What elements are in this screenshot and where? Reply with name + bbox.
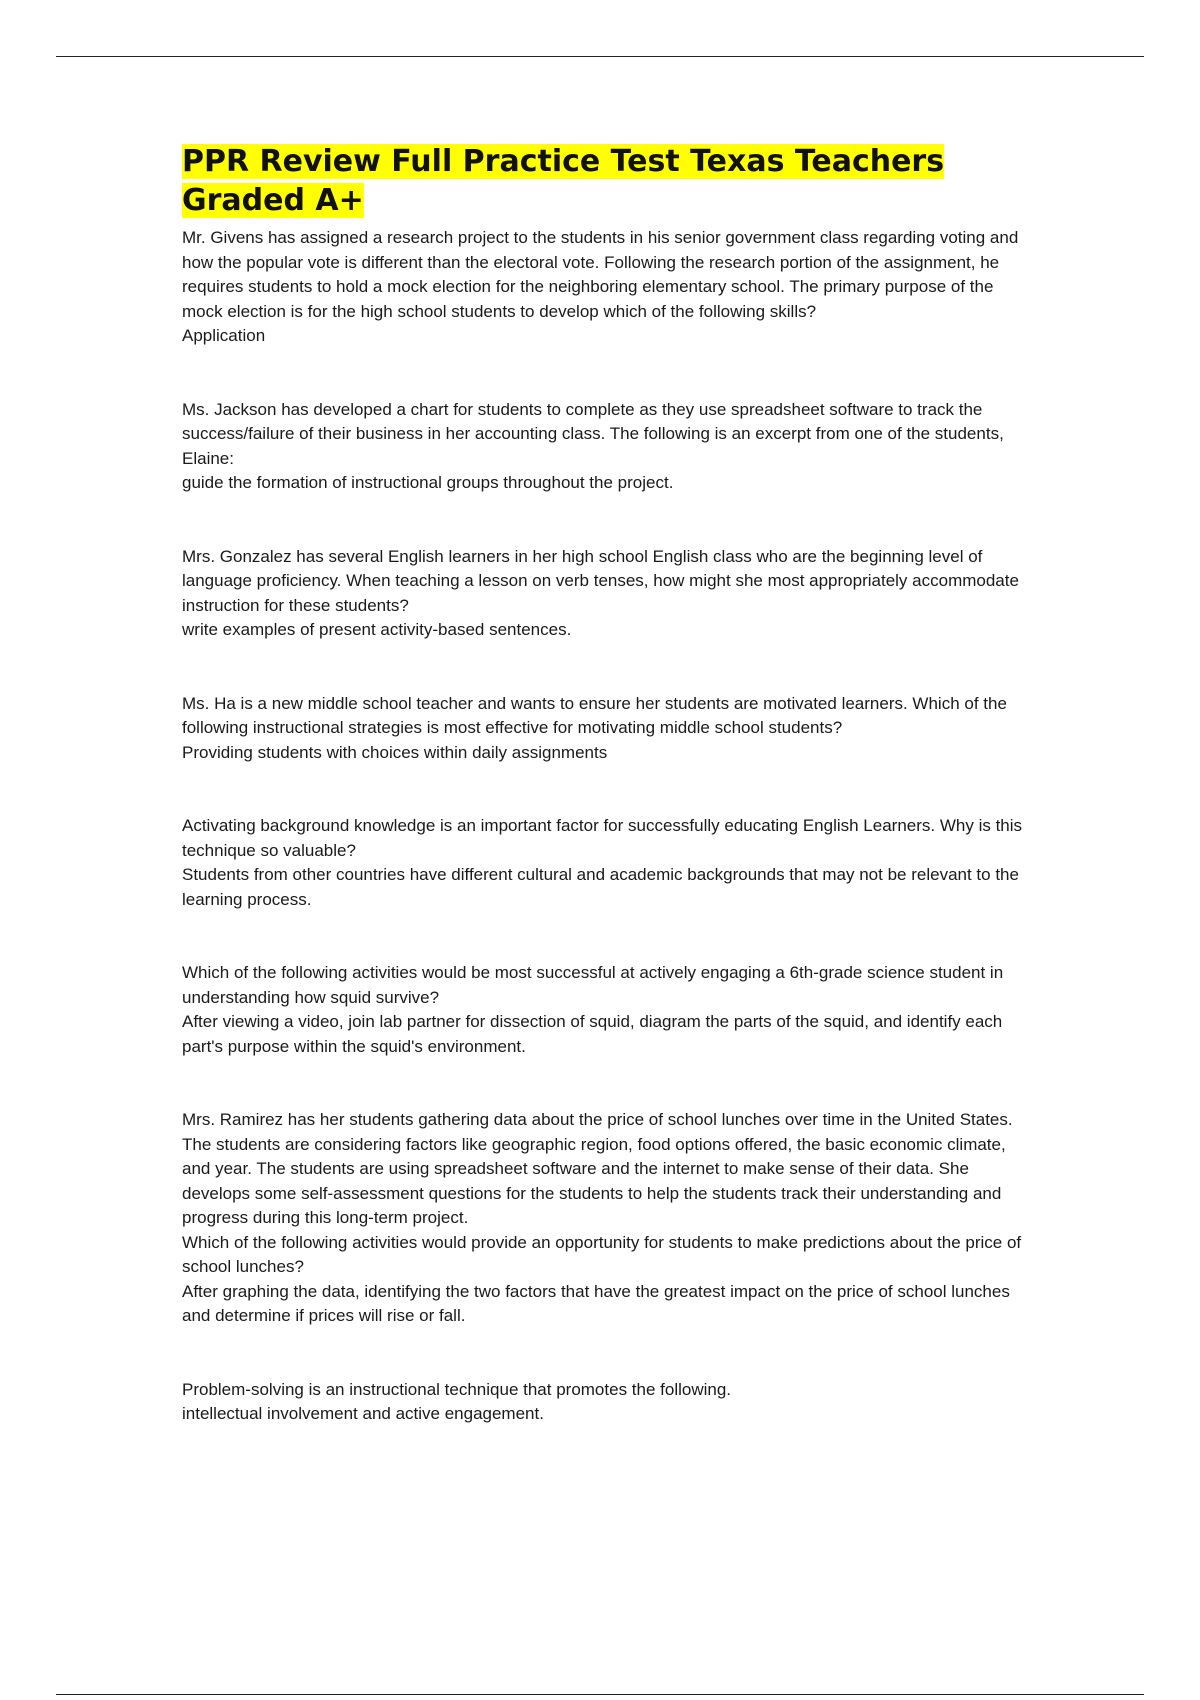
qa-item <box>182 1378 1032 1427</box>
qa-item <box>182 545 1032 643</box>
document-body <box>182 142 1032 1476</box>
answer-text: Application <box>182 326 266 345</box>
question-text: Which of the following activities would be most successful at actively engaging a 6th-grade science student in understanding how squid survive? <box>182 963 1004 1007</box>
question-text: Mrs. Ramirez has her students gathering data about the price of school lunches over time in the United States. The students are considering factors like geographic region, food options offered, the basic economic climate, and year. The students are using spreadsheet software and the internet to make sense of their data. She develops some self-assessment questions for the students to help the students track their understanding and progress during this long-term project. <box>182 1110 1013 1227</box>
question-followup-text: Which of the following activities would provide an opportunity for students to make predictions about the price of school lunches? <box>182 1232 1022 1276</box>
qa-item <box>182 692 1032 766</box>
answer-text: After graphing the data, identifying the two factors that have the greatest impact on the price of school lunches and determine if prices will rise or fall. <box>182 1281 1010 1325</box>
page-title <box>182 142 1032 220</box>
header-rule <box>56 56 1144 57</box>
answer-text: write examples of present activity-based sentences. <box>182 620 572 639</box>
question-text: Problem-solving is an instructional technique that promotes the following. <box>182 1379 732 1399</box>
qa-item <box>182 1108 1032 1329</box>
question-text: Activating background knowledge is an important factor for successfully educating English Learners. Why is this technique so valuable? <box>182 816 1023 860</box>
qa-item <box>182 814 1032 912</box>
question-text: Ms. Ha is a new middle school teacher and wants to ensure her students are motivated learners. Which of the following instructional strategies is most effective for motivating middle school students? <box>182 693 1007 737</box>
answer-text: guide the formation of instructional groups throughout the project. <box>182 473 674 492</box>
answer-text: Providing students with choices within daily assignments <box>182 742 608 762</box>
question-text: Mrs. Gonzalez has several English learners in her high school English class who are the beginning level of language proficiency. When teaching a lesson on verb tenses, how might she most appropriately accommodate instruction for these students? <box>182 546 1019 615</box>
footer-rule <box>56 1694 1144 1695</box>
answer-text: After viewing a video, join lab partner for dissection of squid, diagram the parts of the squid, and identify each part's purpose within the squid's environment. <box>182 1012 1003 1056</box>
title-highlight: PPR Review Full Practice Test Texas Teachers Graded A+ <box>182 144 945 218</box>
question-text: Ms. Jackson has developed a chart for students to complete as they use spreadsheet software to track the success/failure of their business in her accounting class. The following is an excerpt from one of the students, Elaine: <box>182 399 1004 468</box>
qa-item <box>182 961 1032 1059</box>
answer-text: intellectual involvement and active engagement. <box>182 1404 544 1423</box>
qa-item <box>182 398 1032 496</box>
question-text: Mr. Givens has assigned a research project to the students in his senior government class regarding voting and how the popular vote is different than the electoral vote. Following the research portion of the assignment, he requires students to hold a mock election for the neighboring elementary school. The primary purpose of the mock election is for the high school students to develop which of the following skills? <box>182 228 1019 321</box>
qa-item <box>182 226 1032 349</box>
answer-text: Students from other countries have different cultural and academic backgrounds that may not be relevant to the learning process. <box>182 865 1019 909</box>
